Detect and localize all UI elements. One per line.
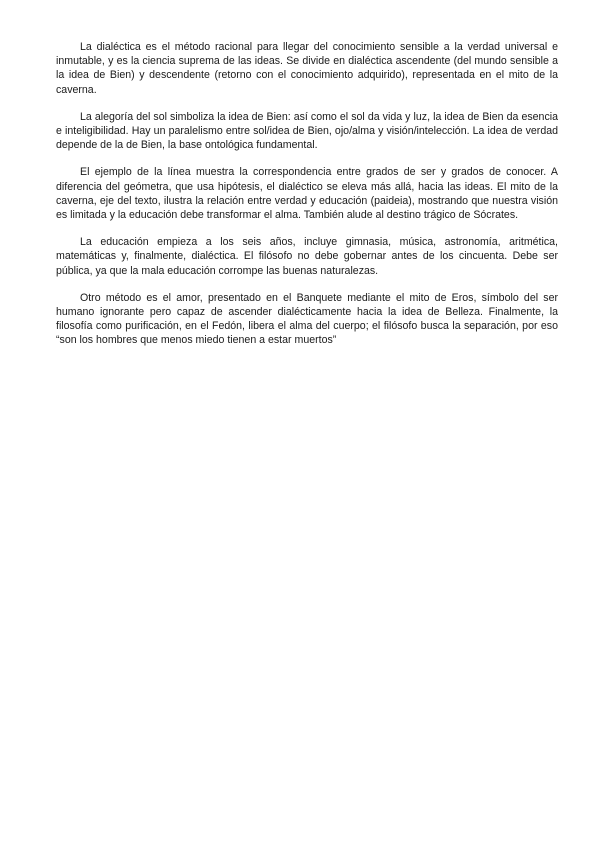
paragraph-educacion: La educación empieza a los seis años, incluye gimnasia, música, astronomía, aritmética, matemáticas y, finalmente, dialéctica. El filósofo no debe gobernar antes de los cincuenta. Debe ser pública, ya que la mala educación corrompe las buenas naturalezas. (56, 236, 558, 277)
paragraph-alegoria-sol: La alegoría del sol simboliza la idea de Bien: así como el sol da vida y luz, la idea de Bien da esencia e inteligibilidad. Hay un paralelismo entre sol/idea de Bien, ojo/alma y visión/intelección. La idea de verdad depende de la de Bien, la base ontológica fundamental. (56, 110, 558, 152)
document-body (56, 40, 558, 361)
paragraph-amor-purificacion: Otro método es el amor, presentado en el Banquete mediante el mito de Eros, símbolo del ser humano ignorante pero capaz de ascender dialécticamente hacia la idea de Belleza. Finalmente, la filosofía como purificación, en el Fedón, libera el alma del cuerpo; el filósofo busca la separación, por eso “son los hombres que menos miedo tienen a estar muertos” (56, 291, 558, 347)
paragraph-linea-caverna: El ejemplo de la línea muestra la correspondencia entre grados de ser y grados de conocer. A diferencia del geómetra, que usa hipótesis, el dialéctico se eleva más allá, hacia las ideas. El mito de la caverna, eje del texto, ilustra la relación entre verdad y educación (paideia), mostrando que nuestra visión es limitada y la educación debe transformar el alma. También alude al destino trágico de Sócrates. (56, 166, 558, 222)
paragraph-dialectica: La dialéctica es el método racional para llegar del conocimiento sensible a la verdad universal e inmutable, y es la ciencia suprema de las ideas. Se divide en dialéctica ascendente (del mundo sensible a la idea de Bien) y descendente (retorno con el conocimiento adquirido), representada en el mito de la caverna. (56, 41, 558, 96)
